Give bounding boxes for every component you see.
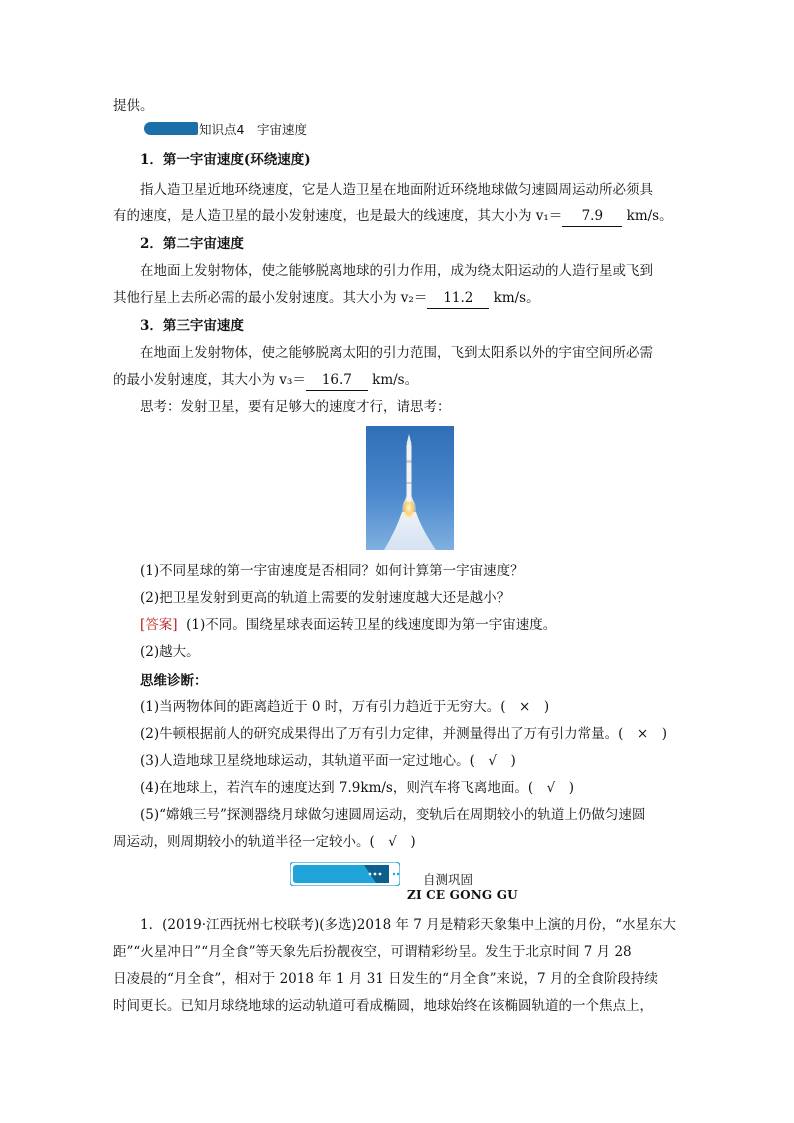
rocket-icon (366, 426, 454, 550)
section-tag-icon (144, 122, 198, 135)
section-3-title: 3．第三宇宙速度 (140, 318, 244, 334)
diagnosis-3: (3)人造地球卫星绕地球运动，其轨道平面一定过地心。( √ ) (140, 753, 516, 769)
answer-tag: [答案] (140, 617, 178, 633)
diagnosis-title: 思维诊断： (140, 673, 208, 689)
section-1-line-1: 指人造卫星近地环绕速度，它是人造卫星在地面附近环绕地球做匀速圆周运动所必须具 (140, 182, 653, 198)
section-3-blank-value: 16.7 (306, 370, 368, 391)
section-3-text-a: 的最小发射速度，其大小为 v₃＝ (113, 372, 306, 388)
question-2: (2)把卫星发射到更高的轨道上需要的发射速度越大还是越小？ (140, 590, 511, 606)
think-prompt: 思考：发射卫星，要有足够大的速度才行，请思考： (140, 399, 451, 415)
answer-text-1: (1)不同。围绕星球表面运转卫星的线速度即为第一宇宙速度。 (186, 617, 557, 633)
section-3-line-2 (113, 370, 683, 391)
text-line-intro: 提供。 (113, 98, 154, 114)
problem-1-line-3: 日凌晨的“月全食”，相对于 2018 年 1 月 31 日发生的“月全食”来说，7 月的全食阶段持续 (113, 971, 658, 987)
section-3-line-1: 在地面上发射物体，使之能够脱离太阳的引力范围，飞到太阳系以外的宇宙空间所必需 (140, 345, 653, 361)
section-1-title: 1．第一宇宙速度(环绕速度) (140, 152, 311, 168)
section-3-text-b: km/s。 (372, 372, 419, 388)
section-2-line-1: 在地面上发射物体，使之能够脱离地球的引力作用，成为绕太阳运动的人造行星或飞到 (140, 263, 653, 279)
problem-1-line-1: 1．(2019·江西抚州七校联考)(多选)2018 年 7 月是精彩天象集中上演的月份，“水星东大 (140, 917, 677, 933)
self-test-banner-icon (290, 862, 400, 886)
diagnosis-4: (4)在地球上，若汽车的速度达到 7.9km/s，则汽车将飞离地面。( √ ) (140, 780, 574, 796)
section-1-line-2 (113, 206, 683, 227)
section-1-text-a: 有的速度，是人造卫星的最小发射速度，也是最大的线速度，其大小为 v₁＝ (113, 208, 563, 224)
answer-line-1 (140, 615, 710, 635)
section-1-text-b: km/s。 (626, 208, 673, 224)
rocket-launch-image (366, 426, 454, 550)
knowledge-point-heading: 知识点4 宇宙速度 (199, 122, 307, 137)
section-2-text-b: km/s。 (493, 290, 540, 306)
section-2-text-a: 其他行星上去所必需的最小发射速度。其大小为 v₂＝ (113, 290, 428, 306)
problem-1-line-4: 时间更长。已知月球绕地球的运动轨道可看成椭圆，地球始终在该椭圆轨道的一个焦点上， (113, 998, 653, 1014)
banner-subtitle: ZI CE GONG GU (407, 888, 518, 902)
section-1-blank-value: 7.9 (562, 206, 622, 227)
section-2-blank-value: 11.2 (427, 288, 489, 309)
section-2-line-2 (113, 288, 683, 309)
banner-title: 自测巩固 (423, 872, 474, 887)
section-2-title: 2．第二宇宙速度 (140, 236, 244, 252)
question-1: (1)不同星球的第一宇宙速度是否相同？如何计算第一宇宙速度？ (140, 563, 524, 579)
answer-line-2: (2)越大。 (140, 644, 200, 660)
diagnosis-1: (1)当两物体间的距离趋近于 0 时，万有引力趋近于无穷大。( × ) (140, 699, 550, 715)
diagnosis-5-line-2: 周运动，则周期较小的轨道半径一定较小。( √ ) (113, 834, 416, 850)
problem-1-line-2: 距”“火星冲日”“月全食”等天象先后扮靓夜空，可谓精彩纷呈。发生于北京时间 7 月 28 (113, 944, 632, 960)
diagnosis-5-line-1: (5)“嫦娥三号”探测器绕月球做匀速圆周运动，变轨后在周期较小的轨道上仍做匀速圆 (140, 807, 646, 823)
diagnosis-2: (2)牛顿根据前人的研究成果得出了万有引力定律，并测量得出了万有引力常量。( × ) (140, 726, 667, 742)
